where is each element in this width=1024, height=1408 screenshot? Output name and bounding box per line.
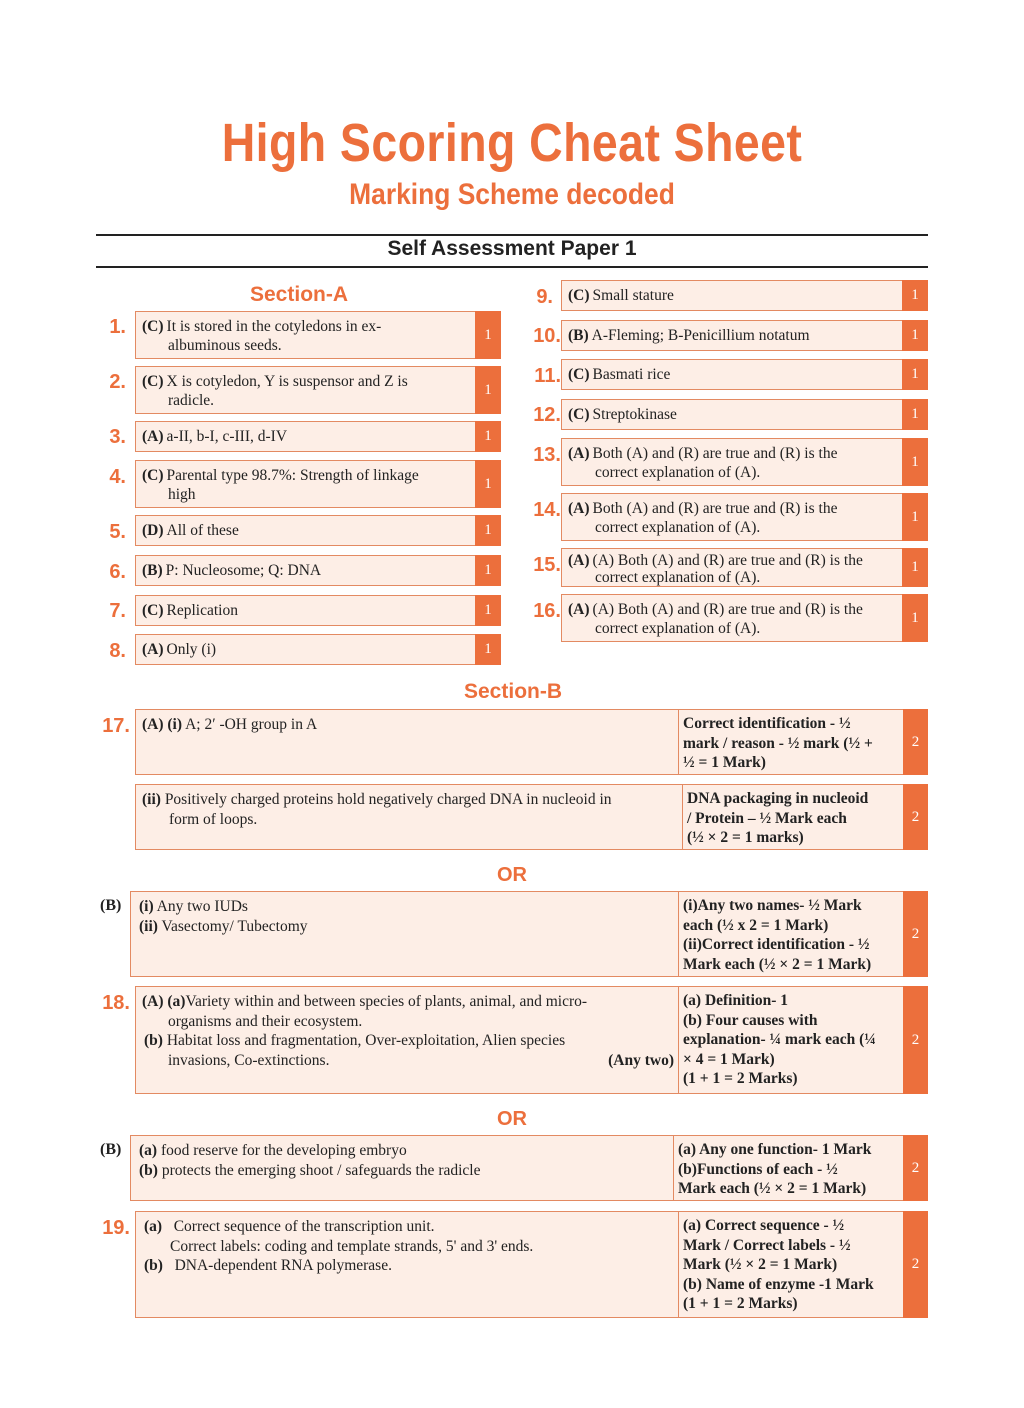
marking-scheme: [673, 1136, 903, 1200]
answer-option: (C): [568, 366, 590, 383]
scheme-line: Mark / Correct labels - ½: [683, 1236, 851, 1254]
scheme-line: (1 + 1 = 2 Marks): [683, 1070, 798, 1087]
scheme-line: Correct identification - ½: [683, 715, 851, 732]
answer-text: X is cotyledon, Y is suspensor and Z is: [166, 373, 408, 390]
mark-badge: 1: [475, 311, 501, 359]
mark-badge: 2: [903, 709, 928, 775]
scheme-line: each (½ x 2 = 1 Mark): [683, 916, 829, 934]
marking-scheme: [682, 785, 903, 849]
answer-box: [561, 493, 902, 541]
answer-text: correct explanation of (A).: [595, 569, 761, 586]
answer-box: [135, 1211, 903, 1318]
scheme-line: / Protein – ½ Mark each: [687, 809, 847, 827]
question-number: 3.: [109, 426, 126, 448]
answer-box: [135, 986, 903, 1094]
answer-text: a-II, b-I, c-III, d-IV: [166, 428, 288, 445]
question-number: 1.: [109, 316, 126, 338]
answer-text: Replication: [166, 602, 238, 619]
question-number: 19.: [102, 1217, 130, 1239]
answer-text: form of loops.: [169, 810, 258, 828]
mark-badge: 2: [903, 1211, 928, 1318]
answer-option: (ii): [142, 791, 161, 808]
mark-badge: 1: [902, 280, 928, 311]
mark-badge: 1: [475, 366, 501, 414]
question-number: 10.: [533, 325, 561, 347]
answer-option: (C): [568, 287, 590, 304]
bottom-rule: [96, 266, 928, 268]
answer-option: (C): [142, 373, 164, 390]
answer-box: [135, 709, 903, 775]
mark-badge: 2: [903, 891, 928, 977]
answer-option: (B): [568, 327, 589, 344]
mark-badge: 1: [902, 399, 928, 430]
scheme-line: (ii)Correct identification - ½: [683, 936, 870, 953]
scheme-line: (b) Name of enzyme -1 Mark: [683, 1275, 874, 1293]
answer-text: Habitat loss and fragmentation, Over-exploitation, Alien species: [166, 1032, 566, 1049]
scheme-line: (a) Definition- 1: [683, 992, 789, 1009]
question-number: 11.: [534, 365, 561, 387]
answer-text: Both (A) and (R) are true and (R) is the: [592, 445, 838, 462]
scheme-line: × 4 = 1 Mark): [683, 1050, 775, 1068]
answer-text: Variety within and between species of plants, animal, and micro-: [185, 993, 588, 1010]
answer-option: (C): [568, 406, 590, 423]
answer-text: (A) Both (A) and (R) are true and (R) is the: [592, 552, 863, 569]
answer-option: (A) (i): [142, 716, 183, 733]
answer-text: Parental type 98.7%: Strength of linkage: [166, 467, 419, 484]
answer-box: [135, 515, 475, 546]
answer-text: protects the emerging shoot / safeguards the radicle: [161, 1161, 481, 1179]
answer-text: food reserve for the developing embryo: [160, 1142, 407, 1159]
answer-text: It is stored in the cotyledons in ex-: [166, 318, 382, 335]
scheme-line: Mark each (½ × 2 = 1 Mark): [683, 955, 872, 973]
scheme-line: DNA packaging in nucleoid: [687, 790, 869, 807]
answer-text: invasions, Co-extinctions.: [168, 1051, 330, 1069]
question-number: 15.: [533, 554, 561, 576]
answer-box: [135, 460, 475, 508]
answer-text: DNA-dependent RNA polymerase.: [174, 1257, 392, 1274]
answer-note: (Any two): [608, 1051, 674, 1069]
answer-box: [130, 891, 903, 977]
scheme-line: Mark (½ × 2 = 1 Mark): [683, 1256, 838, 1273]
answer-option: (C): [142, 318, 164, 335]
mark-badge: 1: [902, 359, 928, 390]
answer-text: correct explanation of (A).: [595, 464, 761, 481]
mark-badge: 1: [475, 595, 501, 626]
scheme-line: ½ = 1 Mark): [683, 754, 766, 771]
answer-option: (i): [139, 898, 154, 915]
answer-option: (B): [142, 562, 163, 579]
answer-text: A; 2′ -OH group in A: [185, 716, 318, 733]
answer-box: [135, 421, 475, 452]
answer-text: correct explanation of (A).: [595, 519, 761, 536]
question-number: 7.: [109, 600, 126, 622]
scheme-line: (½ × 2 = 1 marks): [687, 829, 804, 846]
answer-box: [135, 634, 475, 665]
answer-option: (A): [568, 445, 590, 462]
answer-box: [135, 311, 475, 359]
mark-badge: 1: [902, 320, 928, 351]
answer-text: A-Fleming; B-Penicillium notatum: [591, 327, 810, 344]
answer-box: [561, 320, 902, 351]
scheme-line: (b) Four causes with: [683, 1011, 818, 1029]
answer-box: [561, 594, 902, 642]
answer-text: albuminous seeds.: [168, 337, 282, 354]
mark-badge: 1: [475, 515, 501, 546]
page-subtitle: Marking Scheme decoded: [349, 178, 675, 211]
section-a-heading: Section-A: [250, 283, 349, 306]
answer-text: Any two IUDs: [156, 898, 248, 915]
mark-badge: 2: [903, 784, 928, 850]
answer-option: (b): [144, 1032, 163, 1049]
mark-badge: 2: [903, 986, 928, 1094]
answer-box: [135, 595, 475, 626]
answer-box: [561, 359, 902, 390]
scheme-line: (b)Functions of each - ½: [678, 1160, 838, 1178]
option-label: (B): [100, 897, 122, 914]
scheme-line: Mark each (½ × 2 = 1 Mark): [678, 1180, 867, 1197]
answer-text: Small stature: [592, 287, 674, 304]
mark-badge: 1: [902, 594, 928, 642]
answer-text: Basmati rice: [592, 366, 671, 383]
question-number: 18.: [102, 992, 130, 1014]
answer-option: (D): [142, 522, 164, 539]
answer-box: [135, 366, 475, 414]
option-label: (B): [100, 1141, 122, 1158]
question-number: 14.: [533, 499, 561, 521]
question-number: 16.: [533, 600, 561, 622]
section-b-heading: Section-B: [464, 680, 563, 703]
answer-box: [561, 280, 902, 311]
answer-option: (C): [142, 467, 164, 484]
answer-box: [561, 399, 902, 430]
mark-badge: 1: [475, 421, 501, 452]
paper-title: Self Assessment Paper 1: [387, 237, 637, 260]
marking-scheme: [678, 987, 903, 1093]
answer-option: (A): [568, 500, 590, 517]
answer-option: (a): [139, 1142, 158, 1159]
marking-scheme: [678, 710, 903, 774]
answer-text: high: [168, 486, 196, 503]
answer-option: (b): [144, 1257, 163, 1274]
answer-option: (A) (a): [142, 993, 186, 1010]
answer-option: (A): [568, 552, 590, 569]
scheme-line: explanation- ¼ mark each (¼: [683, 1031, 876, 1048]
answer-text: Both (A) and (R) are true and (R) is the: [592, 500, 838, 517]
answer-text: P: Nucleosome; Q: DNA: [165, 562, 322, 579]
mark-badge: 1: [902, 548, 928, 587]
question-number: 17.: [102, 715, 130, 737]
top-rule: [96, 234, 928, 236]
marking-scheme: [678, 1212, 903, 1317]
answer-text: radicle.: [168, 392, 215, 409]
answer-option: (b): [139, 1161, 158, 1179]
question-number: 2.: [109, 371, 126, 393]
answer-option: (A): [568, 601, 590, 618]
answer-box: [130, 1135, 903, 1201]
answer-option: (C): [142, 602, 164, 619]
question-number: 12.: [533, 404, 561, 426]
answer-box: [135, 784, 903, 850]
mark-badge: 1: [475, 634, 501, 665]
mark-badge: 1: [902, 438, 928, 486]
answer-text: Correct sequence of the transcription unit.: [173, 1218, 435, 1235]
question-number: 13.: [533, 444, 561, 466]
mark-badge: 1: [475, 555, 501, 586]
answer-box: [135, 555, 475, 586]
answer-text: Correct labels: coding and template strands, 5' and 3' ends.: [170, 1237, 534, 1255]
answer-text: Positively charged proteins hold negatively charged DNA in nucleoid in: [164, 791, 612, 808]
or-separator: OR: [497, 864, 527, 886]
answer-text: organisms and their ecosystem.: [168, 1012, 363, 1030]
answer-option: (ii): [139, 917, 158, 935]
scheme-line: (a) Any one function- 1 Mark: [678, 1141, 872, 1158]
answer-text: Only (i): [166, 641, 217, 658]
answer-option: (A): [142, 428, 164, 445]
answer-box: [561, 548, 902, 587]
question-number: 4.: [109, 466, 126, 488]
scheme-line: mark / reason - ½ mark (½ +: [683, 734, 873, 752]
answer-text: Vasectomy/ Tubectomy: [161, 917, 308, 935]
answer-box: [561, 438, 902, 486]
mark-badge: 2: [903, 1135, 928, 1201]
question-number: 5.: [109, 521, 126, 543]
question-number: 9.: [536, 286, 553, 308]
answer-option: (a): [144, 1218, 163, 1235]
answer-text: Streptokinase: [592, 406, 677, 423]
question-number: 8.: [109, 640, 126, 662]
scheme-line: (i)Any two names- ½ Mark: [683, 897, 862, 914]
or-separator: OR: [497, 1108, 527, 1130]
mark-badge: 1: [902, 493, 928, 541]
page-title: High Scoring Cheat Sheet: [221, 113, 803, 173]
scheme-line: (1 + 1 = 2 Marks): [683, 1295, 798, 1312]
answer-text: All of these: [166, 522, 239, 539]
scheme-line: (a) Correct sequence - ½: [683, 1217, 845, 1234]
marking-scheme: [678, 892, 903, 976]
question-number: 6.: [109, 561, 126, 583]
answer-option: (A): [142, 641, 164, 658]
mark-badge: 1: [475, 460, 501, 508]
answer-text: correct explanation of (A).: [595, 620, 761, 637]
answer-text: (A) Both (A) and (R) are true and (R) is the: [592, 601, 863, 618]
